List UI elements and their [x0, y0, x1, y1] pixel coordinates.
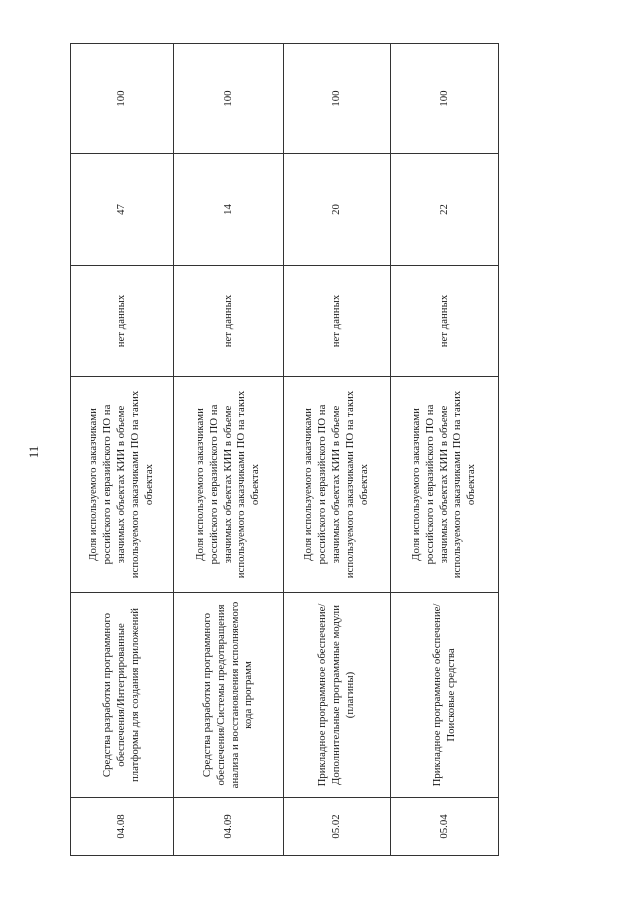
row-indicator: Доля используемого заказчиками российского и евразийского ПО на значимых объектах КИИ в объеме используемого заказчиками ПО на таких объектах [284, 377, 391, 593]
row-percent: 100 [174, 44, 284, 154]
rotated-table-container [70, 44, 498, 856]
row-count: 22 [391, 154, 499, 266]
table-row [174, 44, 284, 856]
row-category-name: Прикладное программное обеспечение/Поисковые средства [391, 593, 499, 798]
row-category-name: Прикладное программное обеспечение/Дополнительные программные модули (плагины) [284, 593, 391, 798]
row-code: 05.02 [284, 798, 391, 856]
row-category-name: Средства разработки программного обеспечения/Системы предотвращения анализа и восстановления исполняемого кода программ [174, 593, 284, 798]
indicator-table [70, 43, 499, 856]
row-count: 14 [174, 154, 284, 266]
row-percent: 100 [71, 44, 174, 154]
row-code: 04.08 [71, 798, 174, 856]
row-category-name: Средства разработки программного обеспечения/Интегрированные платформы для создания приложений [71, 593, 174, 798]
row-count: 47 [71, 154, 174, 266]
row-indicator: Доля используемого заказчиками российского и евразийского ПО на значимых объектах КИИ в объеме используемого заказчиками ПО на таких объектах [391, 377, 499, 593]
row-percent: 100 [284, 44, 391, 154]
row-count: 20 [284, 154, 391, 266]
row-code: 05.04 [391, 798, 499, 856]
row-code: 04.09 [174, 798, 284, 856]
table-row [71, 44, 174, 856]
row-indicator: Доля используемого заказчиками российского и евразийского ПО на значимых объектах КИИ в объеме используемого заказчиками ПО на таких объектах [71, 377, 174, 593]
row-status: нет данных [284, 266, 391, 377]
row-indicator: Доля используемого заказчиками российского и евразийского ПО на значимых объектах КИИ в объеме используемого заказчиками ПО на таких объектах [174, 377, 284, 593]
table-row [391, 44, 499, 856]
row-status: нет данных [391, 266, 499, 377]
row-status: нет данных [174, 266, 284, 377]
page-number: 11 [26, 445, 41, 459]
table-row [284, 44, 391, 856]
row-status: нет данных [71, 266, 174, 377]
row-percent: 100 [391, 44, 499, 154]
